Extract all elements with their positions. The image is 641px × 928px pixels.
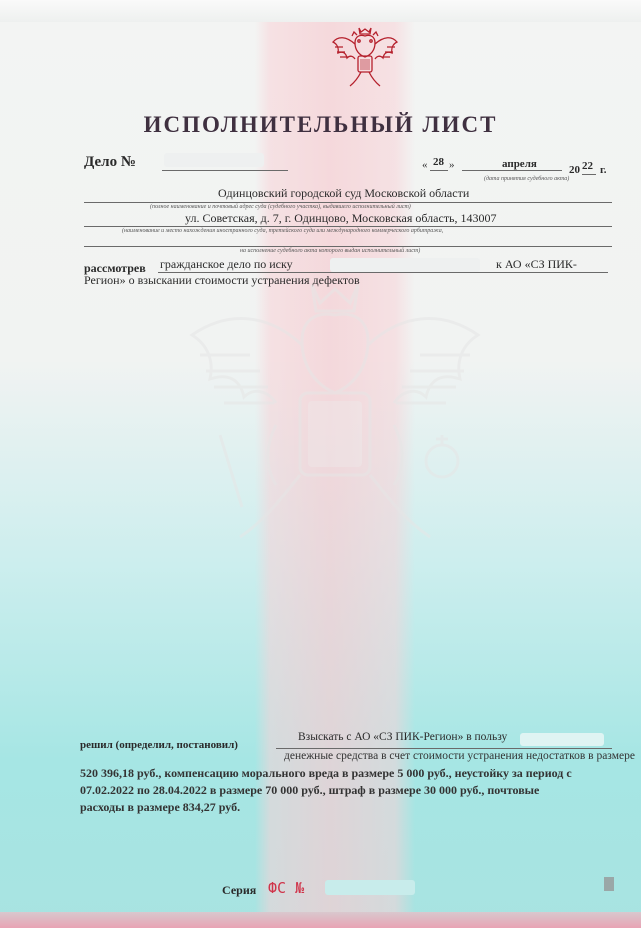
redacted-case-number <box>164 153 264 167</box>
considered-label: рассмотрев <box>84 261 146 275</box>
document-title: ИСПОЛНИТЕЛЬНЫЙ ЛИСТ <box>143 112 498 137</box>
order-line-4: 07.02.2022 по 28.04.2022 в размере 70 000 руб., штраф в размере 30 000 руб., почтовые <box>80 783 540 797</box>
paper-edge <box>0 0 641 22</box>
date-caption: (дата принятия судебного акта) <box>484 176 570 182</box>
case-description-line-1: гражданское дело по иску <box>160 257 293 271</box>
order-line-1: Взыскать с АО «СЗ ПИК-Регион» в пользу <box>298 731 508 743</box>
date-quote-open: « <box>422 159 428 171</box>
court-address-line <box>84 226 612 227</box>
date-year-prefix: 20 <box>569 164 580 176</box>
barcode-mark <box>604 877 614 891</box>
court-address: ул. Советская, д. 7, г. Одинцово, Московская область, 143007 <box>185 211 497 225</box>
court-name-line <box>84 202 612 203</box>
russian-coat-of-arms-watermark-icon <box>180 275 490 575</box>
date-month-line <box>462 170 562 171</box>
series-value: ФС № <box>268 879 305 897</box>
case-description-line-2: Регион» о взыскании стоимости устранения дефектов <box>84 273 360 287</box>
redacted-plaintiff <box>330 258 480 272</box>
date-day-line <box>430 170 448 171</box>
act-caption: на исполнение судебного акта которого выдан исполнительный лист) <box>240 248 421 254</box>
redacted-claimant <box>520 733 604 746</box>
foreign-court-caption: (наименование и место нахождения иностранного суда, третейского суда или международного коммерческого арбитража, <box>122 228 444 234</box>
foreign-court-line <box>84 246 612 247</box>
court-name: Одинцовский городской суд Московской области <box>218 186 470 200</box>
case-description-line-1-end: к АО «СЗ ПИК- <box>496 257 577 271</box>
date-year-abbr: г. <box>600 164 607 176</box>
order-line-2: денежные средства в счет стоимости устранения недостатков в размере <box>284 750 635 762</box>
date-year-suffix: 22 <box>582 160 593 172</box>
date-quote-close: » <box>449 159 455 171</box>
series-label: Серия <box>222 883 257 897</box>
date-year-line <box>582 174 596 175</box>
date-month: апреля <box>502 158 537 170</box>
bottom-strip <box>0 912 641 928</box>
decision-label: решил (определил, постановил) <box>80 739 238 751</box>
date-day: 28 <box>433 156 444 168</box>
order-line-3: 520 396,18 руб., компенсацию морального вреда в размере 5 000 руб., неустойку за период с <box>80 766 572 780</box>
case-number-label: Дело № <box>84 154 136 170</box>
court-caption: (полное наименование и почтовый адрес суда (судебного участка), выдавшего исполнительный лист) <box>150 204 411 210</box>
redacted-series-number <box>325 880 415 895</box>
order-line-5: расходы в размере 834,27 руб. <box>80 800 241 814</box>
case-number-line <box>162 170 288 171</box>
russian-coat-of-arms-icon <box>328 22 402 92</box>
